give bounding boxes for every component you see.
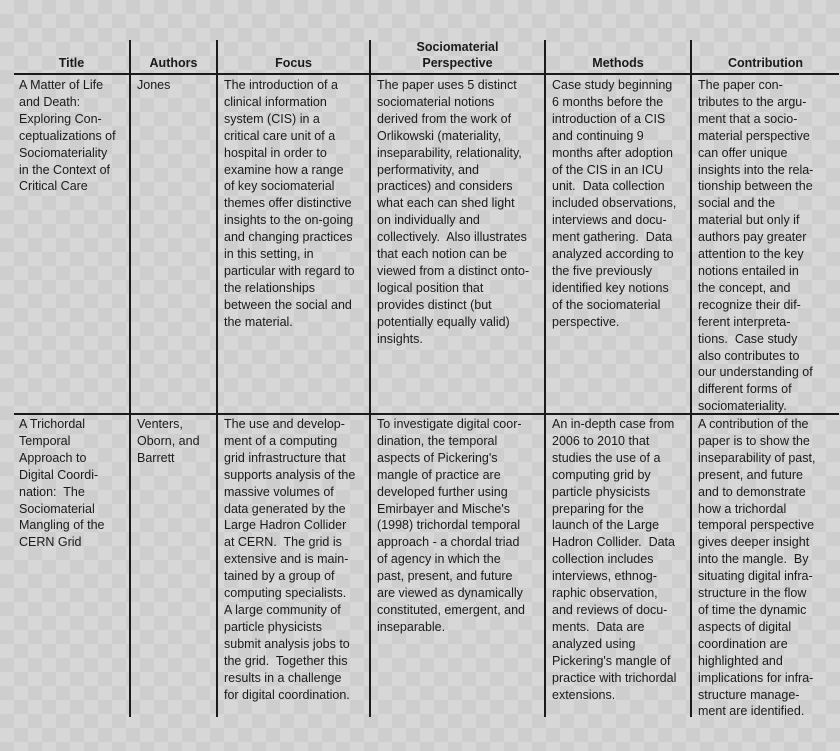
row2-authors: Venters, Oborn, and Barrett	[137, 417, 200, 465]
row1-title: A Matter of Life and Death: Exploring Con- ceptualizations of Sociomateriality in the Context of Critical Care	[19, 78, 116, 194]
row2-methods: An in-depth case from 2006 to 2010 that studies the use of a computing grid by particle physicists preparing for the launch of the Large Hadron Collider. Data collection includes interviews, ethnog- raphic observation, and reviews of docu- ments. Data are analyzed using Pickering's mangle of practice with trichordal extensions.	[552, 417, 677, 702]
column-divider	[129, 40, 131, 717]
header-contribution: Contribution	[728, 56, 803, 70]
row1-focus: The introduction of a clinical information system (CIS) in a critical care unit of a hospital in order to examine how a range of key sociomaterial themes offer distinctive insights to the on-going and changing practices in this setting, in particular with regard to the relationships between the social and the material.	[224, 78, 355, 329]
column-divider	[369, 40, 371, 717]
column-divider	[216, 40, 218, 717]
row2-perspective: To investigate digital coor- dination, the temporal aspects of Pickering's mangle of practice are developed further using Emirbayer and Mische's (1998) trichordal temporal approach - a chordal triad of agency in which the past, present, and future are viewed as dynamically constituted, emergent, and inseparable.	[377, 417, 526, 634]
header-sociomaterial-perspective: Sociomaterial Perspective	[416, 40, 499, 70]
header-methods: Methods	[592, 56, 644, 70]
header-title: Title	[58, 56, 85, 70]
header-authors: Authors	[149, 56, 198, 70]
column-divider	[690, 40, 692, 717]
header-focus: Focus	[275, 56, 312, 70]
row2-focus: The use and develop- ment of a computing grid infrastructure that supports analysis of the massive volumes of data generated by the Large Hadron Collider at CERN. The grid is extensive and is main- tained by a group of computing specialists. A large community of particle physicists submit analysis jobs to the grid. Together this results in a challenge for digital coordination.	[224, 417, 356, 702]
row1-perspective: The paper uses 5 distinct sociomaterial notions derived from the work of Orlikowski (materiality, inseparability, relationality, performativity, and practices) and considers what each can shed light on individually and collectively. Also illustrates that each notion can be viewed from a distinct onto- logical position that provides distinct (but potentially equally valid) insights.	[377, 78, 530, 346]
row1-methods: Case study beginning 6 months before the introduction of a CIS and continuing 9 months after adoption of the CIS in an ICU unit. Data collection included observations, interviews and docu- ment gathering. Data analyzed according to the five previously identified key notions of the sociomaterial perspective.	[552, 78, 677, 329]
column-divider	[544, 40, 546, 717]
row2-title: A Trichordal Temporal Approach to Digital Coordi- nation: The Sociomaterial Mangling of the CERN Grid	[19, 417, 105, 550]
header-rule	[14, 73, 839, 75]
row1-authors: Jones	[137, 78, 171, 92]
row1-contribution: The paper con- tributes to the argu- ment that a socio- material perspective can offer unique insights into the rela- tionship between the social and the material but only if authors pay greater attention to the key notions entailed in the concept, and recognize their dif- ferent interpreta- tions. Case study also contributes to our understanding of different forms of sociomateriality.	[698, 78, 814, 414]
row2-contribution: A contribution of the paper is to show the inseparability of past, present, and future and to demonstrate how a trichordal temporal perspective gives deeper insight into the mangle. By situating digital infra- structure in the flow of time the dynamic aspects of digital coordination are highlighted and implications for infra- structure manage- ment are identified.	[698, 417, 816, 719]
